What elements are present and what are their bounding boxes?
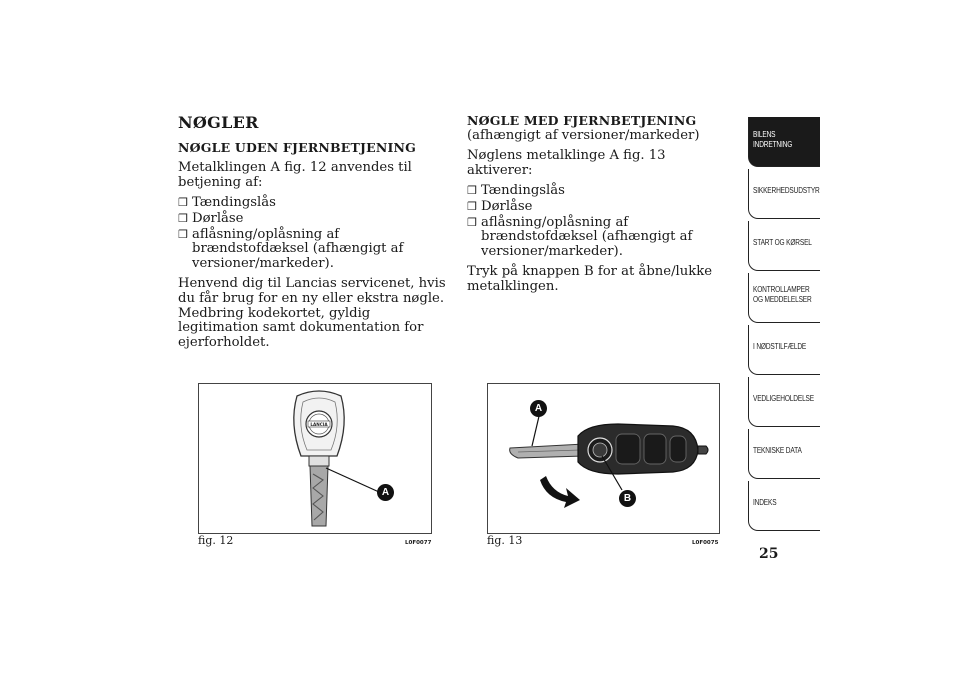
checklist-remote: [467, 184, 723, 259]
callout-b-fig13: B: [619, 490, 636, 507]
intro-remote: Nøglens metalklinge A fig. 13 aktiverer:: [467, 148, 666, 178]
list-item: ❒ aflåsning/oplåsning af brændstofdæksel (afhængigt af versioner/markeder).: [467, 216, 723, 260]
list-item: ❒ Dørlåse: [467, 200, 723, 215]
lancia-logo-text: LANCIA: [310, 422, 328, 427]
subnote-remote: (afhængigt af versioner/markeder): [467, 127, 700, 143]
tab-bilens-indretning[interactable]: BILENS INDRETNING: [748, 117, 820, 167]
chapter-tabs: [748, 117, 820, 533]
list-item: ❒ Tændingslås: [178, 196, 450, 211]
section-title: NØGLER: [178, 113, 259, 132]
tab-indeks[interactable]: INDEKS: [748, 481, 820, 531]
key-illustration: [199, 384, 431, 533]
page-number: 25: [759, 546, 779, 562]
tab-start-og-korsel[interactable]: START OG KØRSEL: [748, 221, 820, 271]
paragraph-remote: Tryk på knappen B for at åbne/lukke metalklingen.: [467, 264, 713, 294]
paragraph-no-remote: Henvend dig til Lancias servicenet, hvis du får brug for en ny eller ekstra nøgle. Medbring kodekortet, gyldig legitimation samt dokumentation for ejerforholdet.: [178, 276, 446, 350]
intro-no-remote: Metalklingen A fig. 12 anvendes til betjening af:: [178, 160, 412, 190]
figure-12: [198, 383, 432, 534]
list-item: ❒ Dørlåse: [178, 212, 450, 227]
tab-sikkerhedsudstyr[interactable]: SIKKERHEDSUDSTYR: [748, 169, 820, 219]
fig-13-caption: fig. 13: [487, 534, 523, 547]
callout-a-fig13: A: [530, 400, 547, 417]
callout-a-fig12: A: [377, 484, 394, 501]
fig-13-code: L0F0075: [692, 540, 719, 546]
remote-key-illustration: [488, 384, 719, 533]
tab-tekniske-data[interactable]: TEKNISKE DATA: [748, 429, 820, 479]
tab-kontrollamper[interactable]: KONTROLLAMPER OG MEDDELELSER: [748, 273, 820, 323]
figure-13: [487, 383, 720, 534]
list-item: ❒ aflåsning/oplåsning af brændstofdæksel (afhængigt af versioner/markeder).: [178, 228, 450, 272]
subtitle-no-remote: NØGLE UDEN FJERNBETJENING: [178, 139, 417, 155]
checklist-no-remote: [178, 196, 450, 271]
right-column: [467, 114, 723, 301]
left-column: [178, 113, 450, 356]
tab-i-nodstilfaelde[interactable]: I NØDSTILFÆLDE: [748, 325, 820, 375]
subtitle-remote: NØGLE MED FJERNBETJENING: [467, 113, 697, 128]
list-item: ❒ Tændingslås: [467, 184, 723, 199]
fig-12-caption: fig. 12: [198, 534, 234, 547]
fig-12-code: L0F0077: [405, 540, 432, 546]
tab-vedligeholdelse[interactable]: VEDLIGEHOLDELSE: [748, 377, 820, 427]
